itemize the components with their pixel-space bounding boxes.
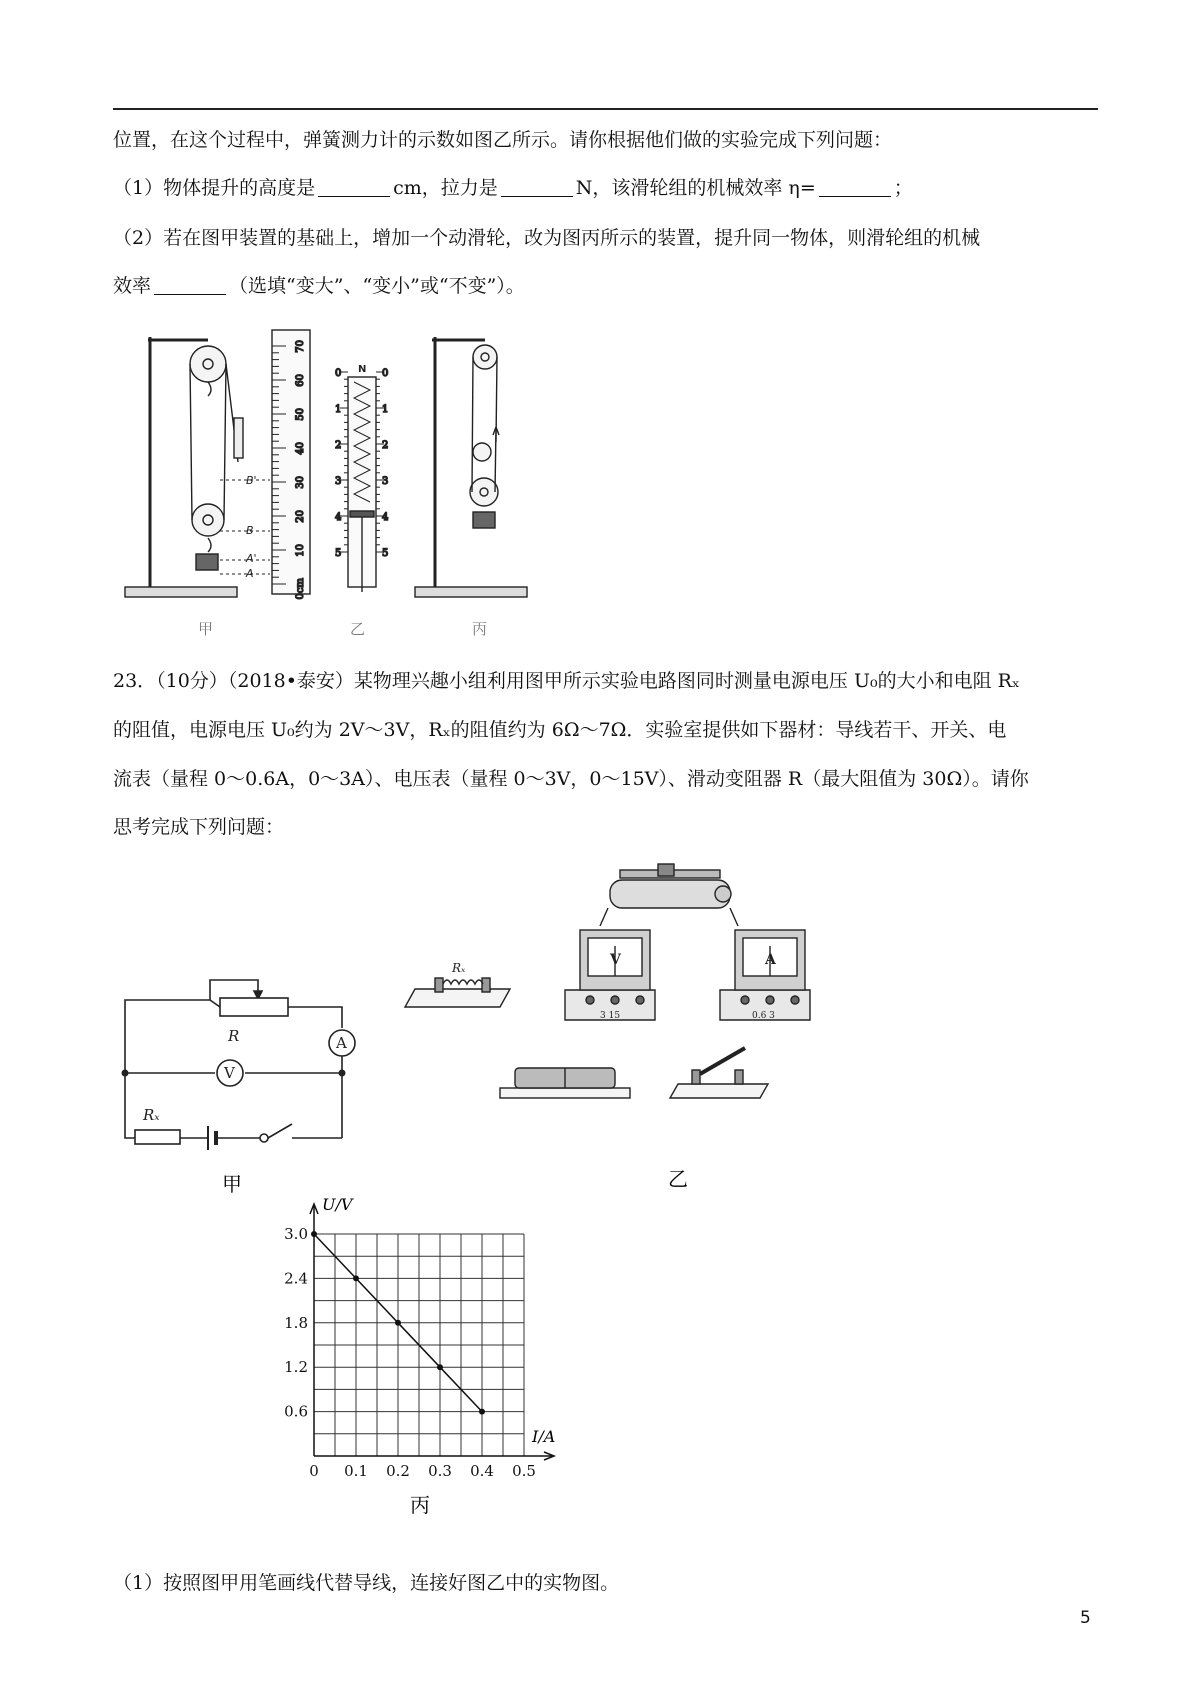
q1-text-c: N，该滑轮组的机械效率 η= [575,177,816,199]
ruler-label: 70 [295,340,306,353]
chart-data-point [311,1231,317,1237]
scale-label-left: 4 [335,512,342,523]
device-v-terminals: 3 15 [600,1011,621,1021]
ruler-label: 40 [295,442,306,455]
ruler-label: 10 [295,544,306,557]
scale-label-left: 2 [335,440,342,451]
scale-label-left: 5 [335,548,342,559]
q2-text-b: 效率 [113,275,152,297]
ruler-label: 30 [295,476,306,489]
scale-label-right: 5 [382,548,389,559]
q1-text-d: ； [893,177,913,199]
scale-unit: N [358,364,367,375]
answer-blank-force[interactable] [501,178,573,197]
chart-y-tick-label: 1.8 [284,1313,308,1332]
scale-label-right: 2 [382,440,389,451]
battery-device [500,1068,630,1098]
spring-scale-small [234,418,243,458]
ammeter-device [720,930,810,1020]
point-a: A [246,567,254,580]
stand-base-bing [415,587,527,597]
point-b: B [246,524,254,537]
ruler-label: 0cm [295,578,306,600]
device-label-a: A [765,952,776,968]
scale-label-left: 3 [335,476,342,487]
problem-23-line-2: 的阻值，电源电压 U₀约为 2V～3V，Rₓ的阻值约为 6Ω～7Ω．实验室提供如下器材：导线若干、开关、电 [113,719,1007,741]
chart-x-tick-label: 0 [309,1462,319,1480]
problem-23-line-4: 思考完成下列问题： [113,816,285,838]
circuit-diagram [110,968,395,1196]
question-23-1: （1）按照图甲用笔画线代替导线，连接好图乙中的实物图。 [113,1572,620,1594]
ruler-label: 50 [295,408,306,421]
caption-devices-yi: 乙 [668,1167,688,1191]
chart-axes [310,1204,554,1460]
caption-jia: 甲 [198,620,214,638]
fixed-pulley-bing [473,345,497,369]
chart-ylabel: U/V [322,1195,353,1214]
q1-text-a: （1）物体提升的高度是 [113,177,316,199]
chart-x-tick-label: 0.1 [344,1462,368,1480]
caption-bing-top: 丙 [472,620,488,638]
question-1 [113,175,913,201]
chart-y-tick-label: 0.6 [284,1402,308,1421]
caption-circuit-jia: 甲 [222,1172,242,1196]
device-label-v: V [610,952,621,968]
device-a-terminals: 0.6 3 [752,1011,775,1021]
label-rx: Rₓ [143,1106,160,1124]
answer-blank-change[interactable] [154,276,226,295]
chart-y-tick-label: 3.0 [284,1225,308,1243]
scale-label-left: 1 [335,404,342,415]
weight-jia [196,554,218,570]
pulley-figure [110,322,540,642]
chart-x-tick-label: 0.5 [512,1462,536,1480]
moving-pulley-bing-2 [470,478,498,506]
chart-y-tick-label: 1.2 [284,1358,308,1377]
chart-data-point [353,1275,359,1281]
point-a-prime: A' [246,552,257,565]
label-v: V [224,1064,235,1082]
weight-bing [473,512,495,528]
stand-base-jia [125,587,237,597]
scale-label-left: 0 [335,368,342,379]
chart-caption: 丙 [410,1493,430,1517]
chart-x-tick-label: 0.3 [428,1462,452,1480]
answer-blank-height[interactable] [318,178,390,197]
rheostat-symbol [220,998,288,1016]
point-b-prime: B' [246,474,257,487]
label-a: A [336,1034,347,1052]
chart-y-tick-label: 2.4 [284,1269,308,1288]
q1-text-b: cm，拉力是 [393,177,498,199]
q2-text-c: （选填“变大”、“变小”或“不变”）。 [229,275,525,297]
chart-x-tick-label: 0.4 [470,1462,494,1480]
rx-device [405,978,510,1007]
chart-data-point [479,1409,485,1415]
label-r: R [228,1027,240,1045]
device-label-rx: Rₓ [452,961,466,975]
moving-pulley-bing-1 [473,443,491,461]
question-2-line-2 [113,273,525,299]
problem-23-line-3: 流表（量程 0～0.6A，0～3A）、电压表（量程 0～3V，0～15V）、滑动变阻器 R（最大阻值为 30Ω）。请你 [113,768,1029,790]
question-2-line-1: （2）若在图甲装置的基础上，增加一个动滑轮，改为图丙所示的装置，提升同一物体，则滑轮组的机械 [113,227,981,249]
ruler-label: 60 [295,374,306,387]
fixed-pulley-jia [190,346,226,382]
chart-x-tick-label: 0.2 [386,1462,410,1480]
caption-yi: 乙 [350,620,366,638]
problem-23-line-1: 23．（10分）（2018•泰安）某物理兴趣小组利用图甲所示实验电路图同时测量电源电压 U₀的大小和电阻 Rₓ [113,670,1020,692]
chart-data-point [395,1320,401,1326]
ruler-label: 20 [295,510,306,523]
ui-chart [284,1190,610,1530]
scale-label-right: 3 [382,476,389,487]
devices-figure [430,860,930,1200]
scale-label-right: 4 [382,512,389,523]
rheostat-device [600,864,738,926]
scale-label-right: 1 [382,404,389,415]
rx-symbol [135,1130,180,1144]
chart-data-point [437,1364,443,1370]
answer-blank-efficiency[interactable] [819,178,891,197]
switch-device [670,1048,768,1098]
scale-label-right: 0 [382,368,389,379]
page-number: 5 [1080,1608,1091,1628]
chart-xlabel: I/A [532,1427,556,1446]
text-line-1: 位置，在这个过程中，弹簧测力计的示数如图乙所示。请你根据他们做的实验完成下列问题： [113,129,893,151]
voltmeter-device [565,930,655,1020]
switch-symbol [268,1124,292,1138]
moving-pulley-jia [192,504,224,536]
header-rule [113,108,1098,110]
